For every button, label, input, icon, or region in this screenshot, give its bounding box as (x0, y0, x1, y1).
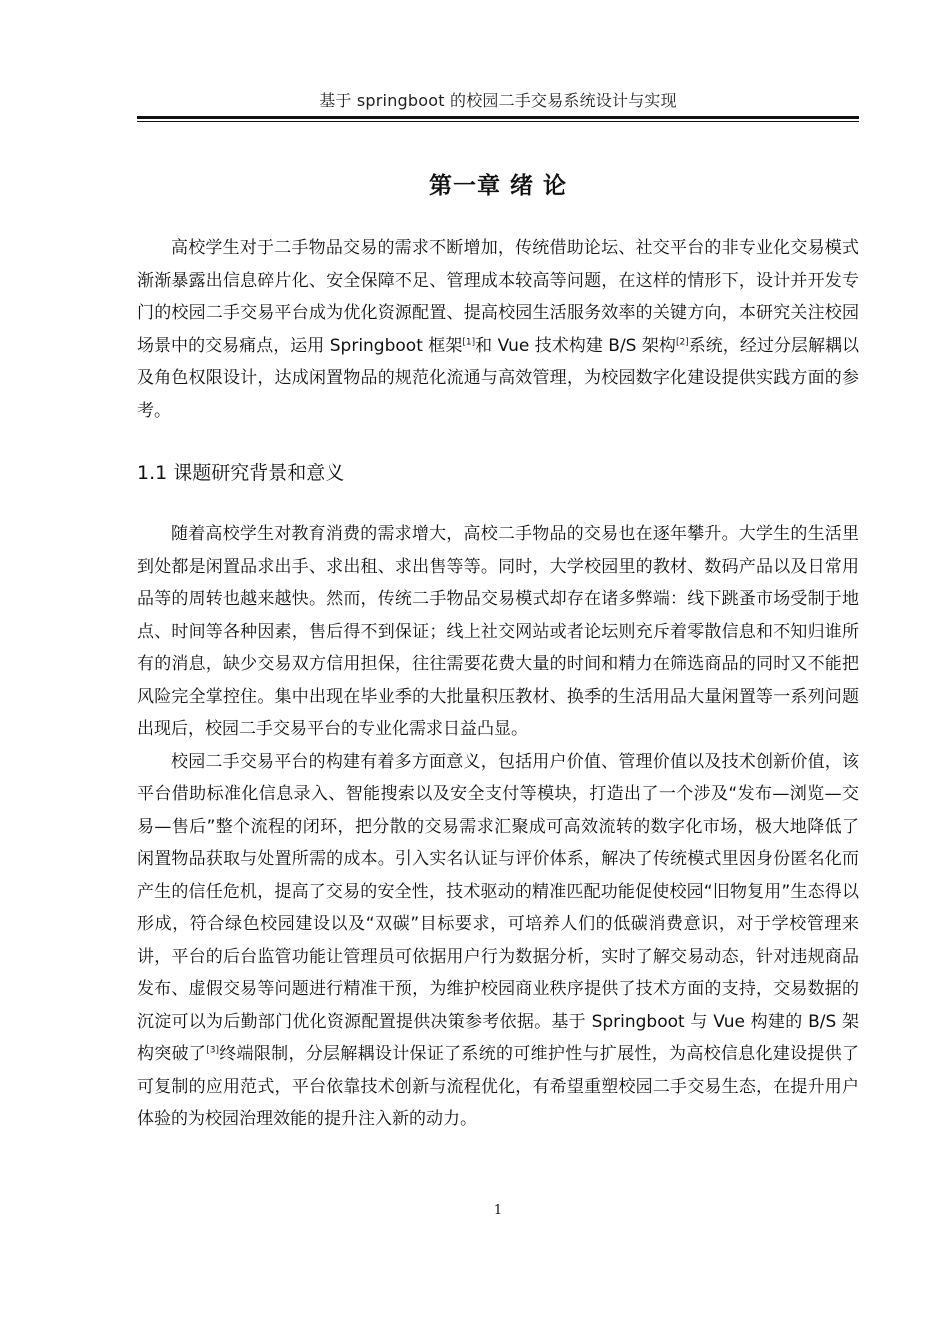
intro-text-part-3: 系统，经过分层解耦以及角色权限设计，达成闲置物品的规范化流通与高效管理，为校园数字化建设提供实践方面的参考。 (137, 335, 860, 421)
citation-1: [1] (462, 336, 476, 347)
page-number: 1 (493, 1203, 503, 1218)
intro-text-part-2: 和 Vue 技术构建 B/S 架构 (475, 335, 676, 356)
intro-block (137, 232, 859, 427)
citation-3: [3] (206, 1045, 219, 1056)
section-p2-part-1: 校园二手交易平台的构建有着多方面意义，包括用户价值、管理价值以及技术创新价值，该平台借助标准化信息录入、智能搜索以及安全支付等模块，打造出了一个涉及“发布—浏览—交易—售后”整个流程的闭环，把分散的交易需求汇聚成可高效流转的数字化市场，极大地降低了闲置物品获取与处置所需的成本。引入实名认证与评价体系，解决了传统模式里因身份匿名化而产生的信任危机，提高了交易的安全性，技术驱动的精准匹配功能促使校园“旧物复用”生态得以形成，符合绿色校园建设以及“双碳”目标要求，可培养人们的低碳消费意识，对于学校管理来讲，平台的后台监管功能让管理员可依据用户行为数据分析，实时了解交易动态，针对违规商品发布、虚假交易等问题进行精准干预，为维护校园商业秩序提供了技术方面的支持，交易数据的沉淀可以为后勤部门优化资源配置提供决策参考依据。基于 Springboot 与 Vue 构建的 B/S 架构突破了 (137, 751, 859, 1064)
chapter-title: 第一章 绪 论 (428, 173, 567, 199)
intro-paragraph (137, 232, 859, 427)
section-heading: 1.1 课题研究背景和意义 (137, 462, 345, 484)
section-body (137, 518, 859, 1136)
running-header-title: 基于 springboot 的校园二手交易系统设计与实现 (319, 91, 677, 110)
intro-text-part-1: 高校学生对于二手物品交易的需求不断增加，传统借助论坛、社交平台的非专业化交易模式渐渐暴露出信息碎片化、安全保障不足、管理成本较高等问题，在这样的情形下，设计并开发专门的校园二手交易平台成为优化资源配置、提高校园生活服务效率的关键方向，本研究关注校园场景中的交易痛点，运用 Springboot 框架 (137, 238, 859, 356)
section-paragraph-1: 随着高校学生对教育消费的需求增大，高校二手物品的交易也在逐年攀升。大学生的生活里到处都是闲置品求出手、求出租、求出售等等。同时，大学校园里的教材、数码产品以及日常用品等的周转也越来越快。然而，传统二手物品交易模式却存在诸多弊端：线下跳蚤市场受制于地点、时间等各种因素，售后得不到保证；线上社交网站或者论坛则充斥着零散信息和不知归谁所有的消息，缺少交易双方信用担保，往往需要花费大量的时间和精力在筛选商品的同时又不能把风险完全掌控住。集中出现在毕业季的大批量积压教材、换季的生活用品大量闲置等一系列问题出现后，校园二手交易平台的专业化需求日益凸显。 (137, 524, 859, 739)
header-rule-thick (137, 116, 859, 119)
header-rule-thin (137, 121, 859, 122)
section-paragraph-2 (137, 746, 859, 1136)
section-p2-part-2: 终端限制，分层解耦设计保证了系统的可维护性与扩展性，为高校信息化建设提供了可复制的应用范式，平台依靠技术创新与流程优化，有希望重塑校园二手交易生态，在提升用户体验的为校园治理效能的提升注入新的动力。 (137, 1044, 860, 1129)
citation-2: [2] (675, 336, 689, 347)
